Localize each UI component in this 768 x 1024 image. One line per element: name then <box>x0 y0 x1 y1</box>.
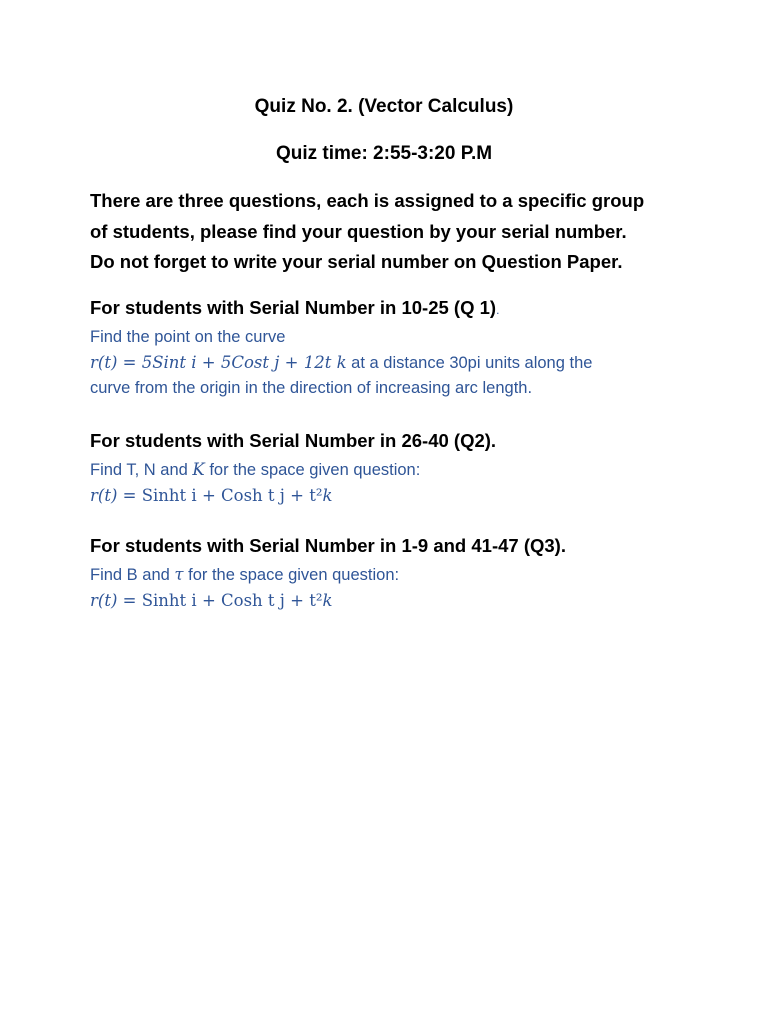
q2-formula-a: r(t) = <box>90 486 142 505</box>
intro-line-3: Do not forget to write your serial number on Question Paper. <box>90 251 623 272</box>
q1-heading-text: For students with Serial Number in 10-25 (Q 1) <box>90 297 497 318</box>
q3-formula <box>90 588 399 614</box>
quiz-time: Quiz time: 2:55-3:20 P.M <box>275 143 493 164</box>
q1-formula: r(t) = 5Sint i + 5Cost j + 12t k <box>90 353 347 372</box>
q2-prefix: Find T, N and <box>90 461 193 479</box>
q1-line-2 <box>90 350 592 376</box>
q2-heading: For students with Serial Number in 26-40 (Q2). <box>90 430 497 451</box>
q2-formula-b: Sinht i + Cosh t j + t² <box>141 486 323 505</box>
q2-formula <box>90 483 420 509</box>
page-title: Quiz No. 2. (Vector Calculus) <box>254 96 514 117</box>
q2-line-1 <box>90 457 420 483</box>
q3-formula-b: Sinht i + Cosh t j + t² <box>141 591 323 610</box>
q1-heading <box>90 297 499 319</box>
q2-body <box>90 457 420 509</box>
q3-line-1 <box>90 562 399 588</box>
q2-formula-c: k <box>322 486 333 505</box>
q2-suffix: for the space given question: <box>204 461 421 479</box>
q3-symbol: τ <box>174 565 184 584</box>
q3-suffix: for the space given question: <box>183 566 400 584</box>
intro-paragraph <box>90 186 690 278</box>
intro-line-2: of students, please find your question by your serial number. <box>90 220 627 242</box>
q1-body <box>90 325 592 401</box>
q2-symbol: K <box>192 460 205 479</box>
q3-heading: For students with Serial Number in 1-9 and 41-47 (Q3). <box>90 535 566 556</box>
q1-line-1: Find the point on the curve <box>90 328 286 346</box>
intro-line-1: There are three questions, each is assigned to a specific group <box>90 190 645 211</box>
q1-line-3: curve from the origin in the direction of increasing arc length. <box>90 379 533 397</box>
q3-formula-c: k <box>322 591 333 610</box>
q3-prefix: Find B and <box>90 566 175 584</box>
q1-line-2-rest: at a distance 30pi units along the <box>346 354 593 372</box>
q1-heading-dot: . <box>496 303 500 317</box>
q3-body <box>90 562 399 614</box>
q3-formula-a: r(t) = <box>90 591 142 610</box>
